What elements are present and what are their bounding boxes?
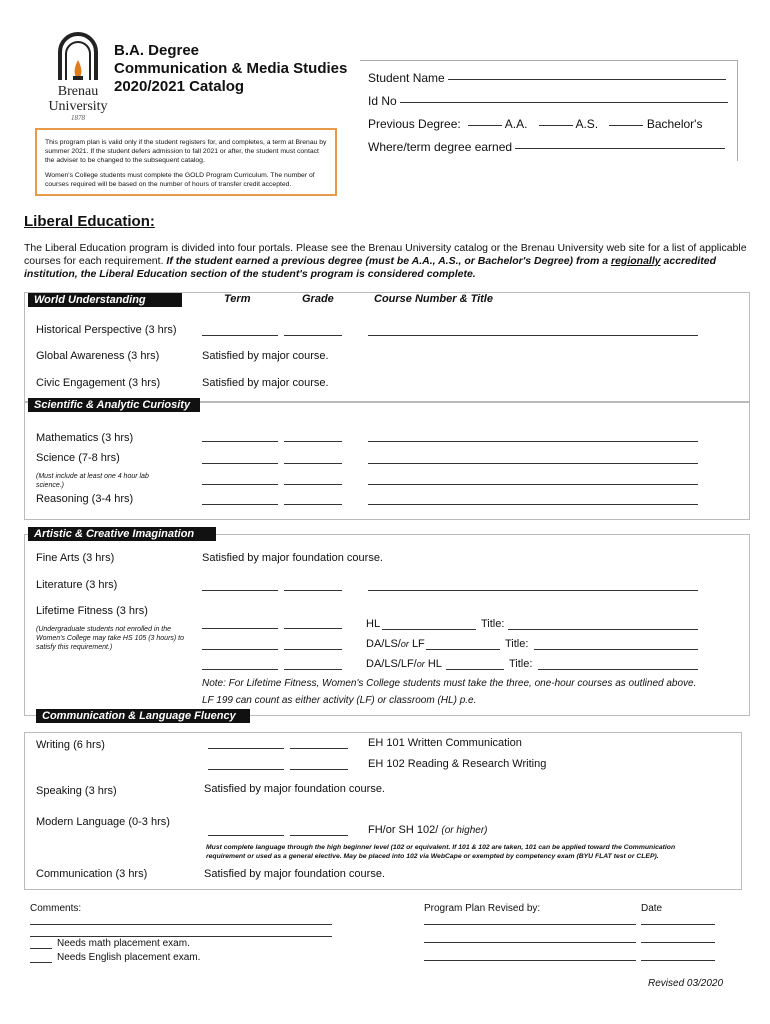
dals-lf-title-field[interactable] [534,649,698,650]
math-term-field[interactable] [202,441,278,442]
liberal-education-intro: The Liberal Education program is divided into four portals. Please see the Brenau University catalog or the Brenau University web site for a list of applicable courses for each requirement. If the student earned a previous degree (must be A.A., A.S., or Bachelor's Degree) from a regionally accredited institution, the Liberal Education section of the student's program is considered complete. [24,242,747,280]
logo-established: 1878 [71,114,85,122]
civic-engagement-label: Civic Engagement (3 hrs) [36,377,161,389]
revised-date: Revised 03/2020 [648,978,724,989]
hl-title-field[interactable] [508,629,698,630]
bachelors-checkbox-line[interactable] [609,125,643,126]
fh-sh-label: FH/or SH 102/ (or higher) [368,824,488,836]
civic-engagement-value: Satisfied by major course. [202,377,329,389]
logo-wordmark: Brenau University [48,84,108,114]
global-awareness-label: Global Awareness (3 hrs) [36,350,160,362]
reasoning-label: Reasoning (3-4 hrs) [36,493,134,505]
hl-title-label: Title: [481,618,505,630]
reasoning-grade-field[interactable] [284,504,342,505]
as-label: A.S. [575,117,599,131]
hl-course-field[interactable] [382,629,476,630]
hl-label: HL [366,618,381,630]
id-field[interactable] [400,102,728,103]
historical-grade-field[interactable] [284,335,342,336]
term-column-header: Term [224,293,251,305]
mathematics-label: Mathematics (3 hrs) [36,432,134,444]
global-awareness-value: Satisfied by major course. [202,350,329,362]
writing-grade-field-2[interactable] [290,769,348,770]
where-degree-field[interactable] [515,148,725,149]
scientific-bar: Scientific & Analytic Curiosity [28,398,200,412]
dalslf-hl-title-label: Title: [509,658,533,670]
writing-term-field-1[interactable] [208,748,284,749]
date-line-2[interactable] [641,942,715,943]
course-column-header: Course Number & Title [374,293,493,305]
science-term-field-2[interactable] [202,484,278,485]
student-name-label: Student Name [368,71,445,85]
language-note: Must complete language through the high beginner level (102 or equivalent. If 101 & 102 are taken, 101 can be applied toward the Communication requirement or used as a general elective. May be placed into 102 via WebCape or exempted by competency exam (BYU FLAT test or CLEP). [206,844,676,860]
literature-course-field[interactable] [368,590,698,591]
page-title: B.A. Degree Communication & Media Studies 2020/2021 Catalog [114,42,348,95]
literature-grade-field[interactable] [284,590,342,591]
as-checkbox-line[interactable] [539,125,573,126]
comments-label: Comments: [30,903,82,914]
science-course-field-1[interactable] [368,463,698,464]
literature-label: Literature (3 hrs) [36,579,118,591]
english-exam-label: Needs English placement exam. [57,952,201,963]
aa-label: A.A. [504,117,528,131]
dalslf-hl-title-field[interactable] [538,669,698,670]
science-label: Science (7-8 hrs) [36,452,120,464]
literature-term-field[interactable] [202,590,278,591]
writing-grade-field-1[interactable] [290,748,348,749]
fitness-note-2: LF 199 can count as either activity (LF) or classroom (HL) p.e. [202,695,477,706]
fitness-grade-field-3[interactable] [284,669,342,670]
speaking-value: Satisfied by major foundation course. [204,783,385,795]
speaking-label: Speaking (3 hrs) [36,785,117,797]
grade-column-header: Grade [302,293,334,305]
math-grade-field[interactable] [284,441,342,442]
comments-line-2[interactable] [30,936,332,937]
liberal-education-heading: Liberal Education: [24,213,155,230]
lifetime-fitness-note: (Undergraduate students not enrolled in the Women's College may take HS 105 (3 hours) to satisfy this requirement.) [36,626,185,651]
fitness-note-1: Note: For Lifetime Fitness, Women's College students must take the three, one-hour courses as outlined above. [202,678,697,689]
english-exam-check[interactable] [30,962,52,963]
communication-frame [24,732,742,890]
fitness-term-field-3[interactable] [202,669,278,670]
reasoning-course-field[interactable] [368,504,698,505]
science-grade-field-2[interactable] [284,484,342,485]
catalog-notice: This program plan is valid only if the student registers for, and completes, a term at Brenau by summer 2021. If the student defers admission to fall 2021 or after, the student must contact the adviser to be changed to the subsequent catalog. Women's College students must complete the GOLD Program Curriculum. The number of courses required will be based on the number of hours of transfer credit accepted. [35,128,337,196]
lifetime-fitness-label: Lifetime Fitness (3 hrs) [36,605,148,617]
revised-by-line-3[interactable] [424,960,636,961]
communication-label: Communication (3 hrs) [36,868,148,880]
aa-checkbox-line[interactable] [468,125,502,126]
id-label: Id No [368,94,397,108]
math-exam-check[interactable] [30,948,52,949]
writing-term-field-2[interactable] [208,769,284,770]
fitness-grade-field-2[interactable] [284,649,342,650]
world-understanding-bar: World Understanding [28,293,182,307]
reasoning-term-field[interactable] [202,504,278,505]
date-label: Date [641,903,663,914]
bachelors-label: Bachelor's [646,117,703,131]
revised-by-label: Program Plan Revised by: [424,903,541,914]
where-degree-label: Where/term degree earned [368,140,513,154]
science-course-field-2[interactable] [368,484,698,485]
eh102-label: EH 102 Reading & Research Writing [368,758,547,770]
modern-language-label: Modern Language (0-3 hrs) [36,816,170,828]
historical-course-field[interactable] [368,335,698,336]
math-exam-label: Needs math placement exam. [57,938,190,949]
dalslf-hl-label: DA/LS/LF/or HL [366,658,442,670]
historical-perspective-label: Historical Perspective (3 hrs) [36,324,177,336]
fine-arts-value: Satisfied by major foundation course. [202,552,383,564]
dals-lf-course-field[interactable] [426,649,500,650]
student-name-field[interactable] [448,79,726,80]
communication-bar: Communication & Language Fluency [36,709,250,723]
eh101-label: EH 101 Written Communication [368,737,522,749]
dals-lf-title-label: Title: [505,638,529,650]
comments-line-1[interactable] [30,924,332,925]
communication-value: Satisfied by major foundation course. [204,868,385,880]
fitness-grade-field-1[interactable] [284,628,342,629]
dalslf-hl-course-field[interactable] [446,669,504,670]
historical-term-field[interactable] [202,335,278,336]
date-line-1[interactable] [641,924,715,925]
student-info-box [360,60,738,161]
science-term-field-1[interactable] [202,463,278,464]
science-note: (Must include at least one 4 hour lab science.) [36,473,149,489]
date-line-3[interactable] [641,960,715,961]
previous-degree-label: Previous Degree: [368,117,461,131]
revised-by-line-1[interactable] [424,924,636,925]
fitness-term-field-1[interactable] [202,628,278,629]
artistic-bar: Artistic & Creative Imagination [28,527,216,541]
revised-by-line-2[interactable] [424,942,636,943]
science-grade-field-1[interactable] [284,463,342,464]
language-grade-field[interactable] [290,835,348,836]
language-term-field[interactable] [208,835,284,836]
fitness-term-field-2[interactable] [202,649,278,650]
dals-lf-label: DA/LS/or LF [366,638,425,650]
fine-arts-label: Fine Arts (3 hrs) [36,552,115,564]
writing-label: Writing (6 hrs) [36,739,105,751]
math-course-field[interactable] [368,441,698,442]
